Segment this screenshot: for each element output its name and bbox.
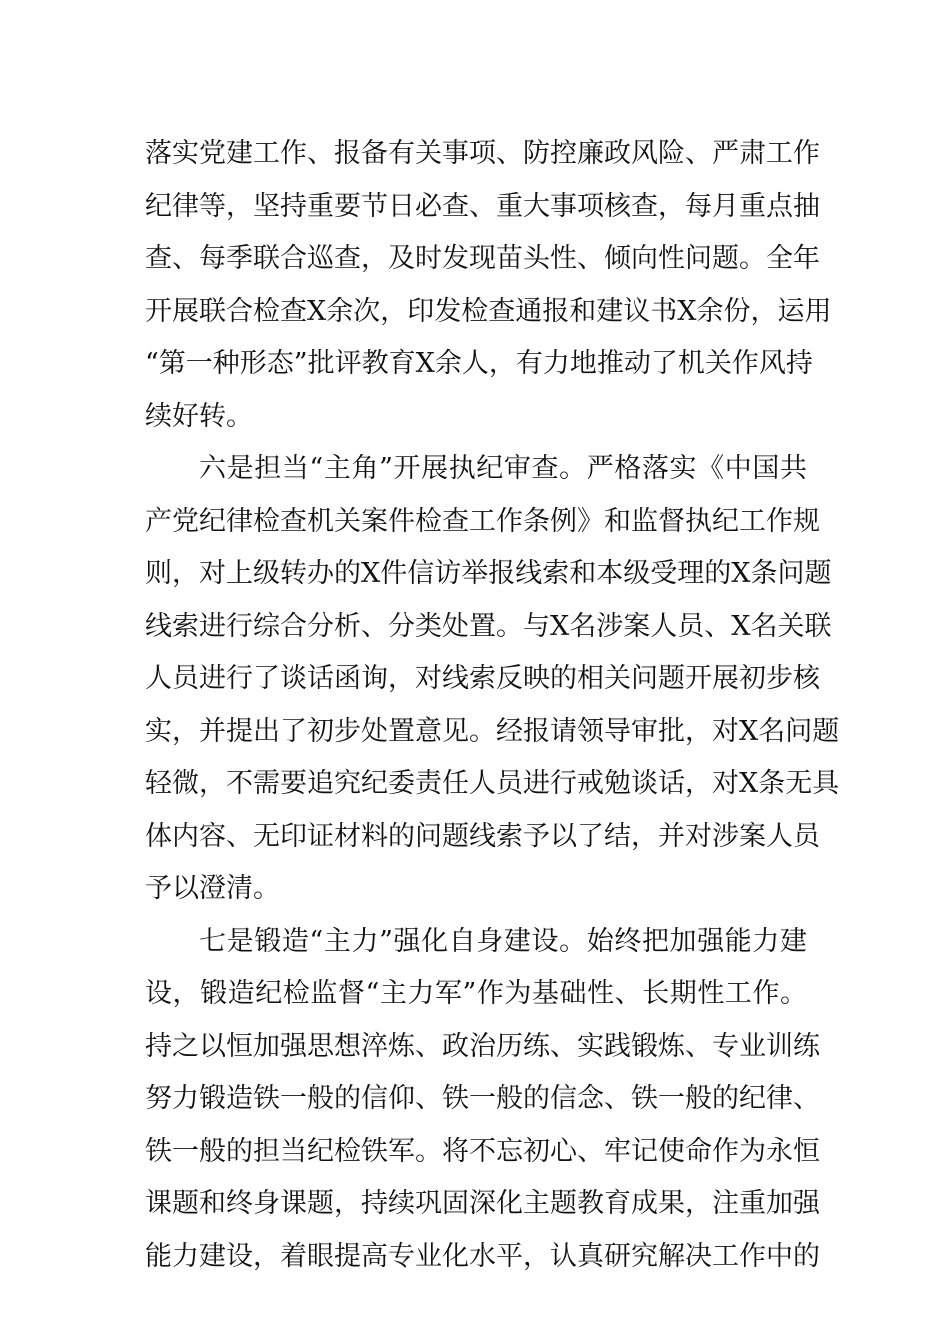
paragraph-7 (145, 916, 820, 1284)
text-line: 努力锻造铁一般的信仰、铁一般的信念、铁一般的纪律、 (145, 1083, 820, 1114)
paragraph-5-continuation (145, 128, 832, 443)
paragraph-6 (145, 443, 840, 916)
text-line: 七是锻造“主力”强化自身建设。始终把加强能力建 (199, 925, 807, 957)
text-line: 持之以恒加强思想淬炼、政治历练、实践锻炼、专业训练 (145, 1030, 820, 1062)
text-line: 六是担当“主角”开展执纪审查。严格落实《中国共 (199, 453, 807, 484)
text-line: 产党纪律检查机关案件检查工作条例》和监督执纪工作规 (145, 505, 820, 537)
text-line: 予以澄清。 (145, 873, 280, 904)
text-line: 查、每季联合巡查，及时发现苗头性、倾向性问题。全年 (145, 243, 820, 274)
text-line: 设，锻造纪检监督“主力军”作为基础性、长期性工作。 (145, 978, 807, 1009)
text-line: 落实党建工作、报备有关事项、防控廉政风险、严肃工作 (145, 138, 820, 169)
text-line: 课题和终身课题，持续巩固深化主题教育成果，注重加强 (145, 1188, 820, 1219)
text-line: 开展联合检查X余次，印发检查通报和建议书X余份，运用 (145, 295, 832, 327)
text-line: 铁一般的担当纪检铁军。将不忘初心、牢记使命作为永恒 (145, 1135, 820, 1167)
text-line: 纪律等，坚持重要节日必查、重大事项核查，每月重点抽 (145, 190, 820, 222)
text-line: “第一种形态”批评教育X余人，有力地推动了机关作风持 (145, 348, 813, 379)
text-line: 线索进行综合分析、分类处置。与X名涉案人员、X名关联 (145, 610, 832, 642)
text-line: 能力建设，着眼提高专业化水平，认真研究解决工作中的 (145, 1240, 820, 1272)
text-line: 则，对上级转办的X件信访举报线索和本级受理的X条问题 (145, 558, 832, 589)
text-line: 体内容、无印证材料的问题线索予以了结，并对涉案人员 (145, 820, 820, 852)
text-line: 续好转。 (145, 400, 253, 432)
body-text (145, 128, 840, 1283)
text-line: 实，并提出了初步处置意见。经报请领导审批，对X名问题 (145, 715, 840, 747)
text-line: 人员进行了谈话函询，对线索反映的相关问题开展初步核 (145, 663, 820, 694)
text-line: 轻微，不需要追究纪委责任人员进行戒勉谈话，对X条无具 (145, 768, 840, 799)
